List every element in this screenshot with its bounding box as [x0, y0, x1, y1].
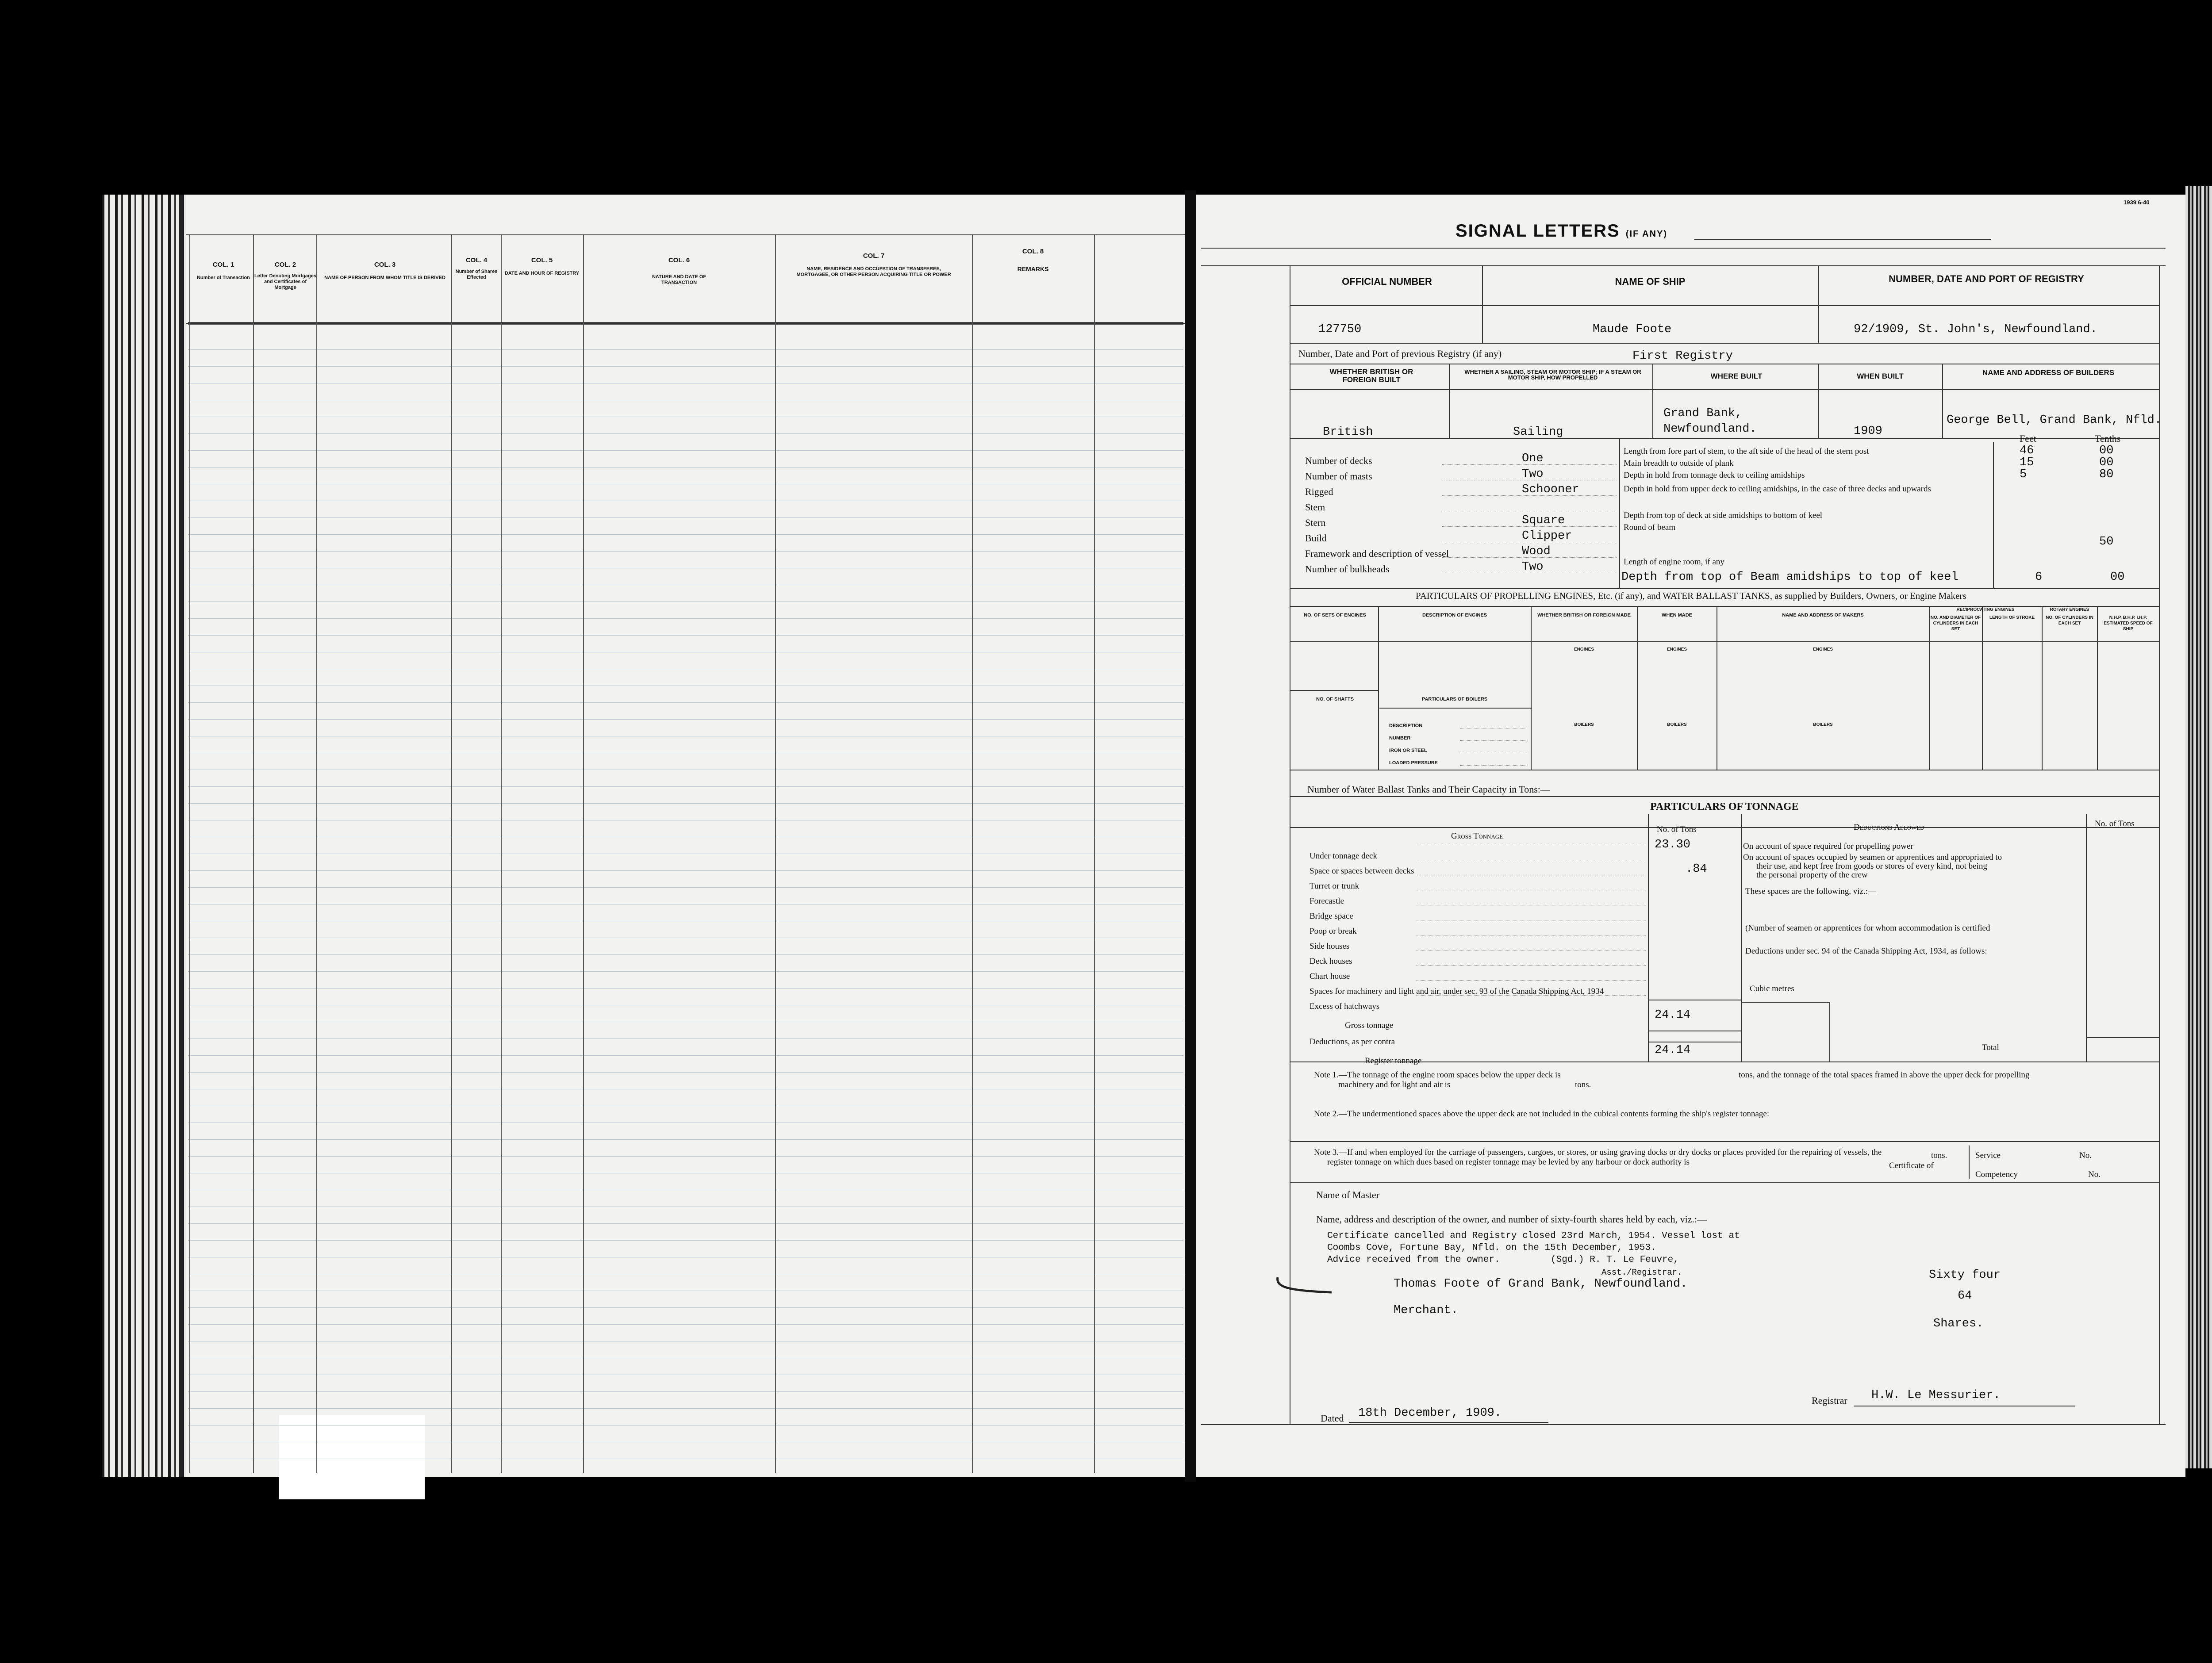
col5-sub: DATE AND HOUR OF REGISTRY [504, 271, 580, 276]
particular-value: One [1522, 452, 1544, 465]
owner-line: Thomas Foote of Grand Bank, Newfoundland. [1394, 1277, 1688, 1291]
ruled-line [188, 1240, 1183, 1241]
engines-divider [1531, 606, 1532, 770]
col1-sub: Number of Transaction [197, 275, 250, 280]
ruled-line [188, 1072, 1183, 1073]
particular-value: Schooner [1522, 483, 1579, 496]
official-number-value: 127750 [1318, 323, 1362, 336]
gross-row-label: Deck houses [1310, 957, 1352, 966]
dimension-label: Depth in hold from tonnage deck to ceiling amidships [1624, 471, 1805, 480]
under-deck-value: 23.30 [1655, 838, 1691, 851]
corner-note: 1939 6-40 [2124, 199, 2150, 206]
column-binding [179, 195, 183, 1477]
note3a: Note 3.—If and when employed for the carriage of passengers, cargoes, or stores, or using graving docks or dry docks or places provided for the repairing of vessels, the [1314, 1148, 1882, 1157]
tonnage-head-rule [1290, 827, 2159, 828]
particular-label: Stern [1305, 517, 1326, 528]
col6-sub: NATURE AND DATE OF TRANSACTION [652, 274, 706, 285]
particulars-divider [1619, 438, 1620, 588]
col4-sub: Number of Shares Effected [455, 269, 498, 280]
gross-leader [1416, 980, 1646, 981]
competency-label: Competency [1975, 1170, 2018, 1179]
engines-header: WHETHER BRITISH OR FOREIGN MADE [1537, 613, 1631, 618]
ruled-line [188, 551, 1183, 552]
ruled-line [188, 618, 1183, 619]
column-divider [1094, 234, 1095, 1473]
registry-header: NUMBER, DATE AND PORT OF REGISTRY [1889, 273, 2084, 284]
deduction-seamen-2: their use, and kept free from goods or stores of every kind, not being [1756, 862, 1987, 871]
shares-words: Sixty four [1929, 1268, 2001, 1282]
engines-header: NO. AND DIAMETER OF CYLINDERS IN EACH SET [1930, 615, 1981, 632]
gross-row-label: Spaces for machinery and light and air, under sec. 93 of the Canada Shipping Act, 1934 [1310, 987, 1604, 996]
note1c: machinery and for light and air is [1338, 1080, 1451, 1089]
owner-occupation: Merchant. [1394, 1304, 1458, 1317]
dimension-label: Depth from top of deck at side amidships to bottom of keel [1624, 511, 1823, 520]
col1-head: COL. 1 [212, 261, 234, 268]
dimension-feet: 15 [2020, 456, 2034, 469]
column-divider [316, 234, 317, 1473]
gross-row-label: Excess of hatchways [1310, 1002, 1380, 1011]
service-label: Service [1975, 1151, 2001, 1160]
left-page [102, 195, 1185, 1477]
built-mid [1290, 389, 2159, 390]
ruled-line [188, 1408, 1183, 1409]
torn-page-edge [102, 195, 186, 1477]
cubic-metres: Cubic metres [1750, 984, 1794, 993]
ruled-line [188, 1223, 1183, 1224]
col4-head: COL. 4 [465, 257, 488, 264]
deduction-spaces: These spaces are the following, viz.:— [1745, 887, 1876, 896]
col3-header [319, 261, 451, 281]
master-label: Name of Master [1316, 1189, 1379, 1200]
gross-tonnage-head: Gross Tonnage [1451, 832, 1503, 841]
ruled-line [188, 702, 1183, 703]
registrar-value: H.W. Le Messurier. [1871, 1389, 2001, 1402]
shares-number: 64 [1958, 1289, 1972, 1303]
col2-header [254, 261, 316, 291]
gross-row-label: Space or spaces between decks [1310, 866, 1414, 876]
col1-header [190, 261, 257, 281]
tenths-label: Tenths [2095, 433, 2121, 444]
shares-label: Shares. [1933, 1317, 1984, 1330]
ruled-line [188, 719, 1183, 720]
ruled-line [188, 803, 1183, 804]
signal-letters-label: SIGNAL LETTERS [1455, 221, 1620, 241]
note3b: register tonnage on which dues based on register tonnage may be levied by any harbour or dock authority is [1327, 1157, 1690, 1167]
where-built-1: Grand Bank, [1663, 407, 1743, 420]
col6-header [584, 257, 774, 286]
col8-sub: REMARKS [1017, 265, 1049, 272]
frame-right [2159, 265, 2160, 1424]
ship-type-value: Sailing [1513, 425, 1563, 439]
previous-registry-value: First Registry [1632, 349, 1733, 363]
col2-sub: Letter Denoting Mortgages and Certificates of Mortgage [254, 273, 316, 290]
margin-bracket-mark [1274, 1274, 1336, 1300]
particular-label: Build [1305, 533, 1327, 544]
gross-row-label: Under tonnage deck [1310, 851, 1377, 861]
dimension-tenths: 50 [2099, 535, 2114, 548]
engines-header: N.H.P. B.H.P. I.H.P. ESTIMATED SPEED OF SHIP [2104, 615, 2153, 632]
note1b: tons, and the tonnage of the total spaces framed in above the upper deck for propelling [1739, 1070, 2030, 1080]
dimension-feet: 46 [2020, 444, 2034, 457]
engines-header: NO. OF SETS OF ENGINES [1304, 613, 1366, 618]
gross-row-label: Forecastle [1310, 897, 1344, 906]
no-of-tons-head-2: No. of Tons [2095, 819, 2135, 828]
boilers-word: BOILERS [1574, 722, 1594, 727]
ruled-line [188, 1391, 1183, 1392]
ruled-line [188, 786, 1183, 787]
note1d: tons. [1575, 1080, 1591, 1089]
deduction-seamen-1: On account of spaces occupied by seamen or apprentices and appropriated to [1743, 853, 2002, 862]
frame-bottom [1201, 1424, 2166, 1425]
particular-value: Wood [1522, 545, 1551, 558]
ruled-line [188, 971, 1183, 972]
engines-title: PARTICULARS OF PROPELLING ENGINES, Etc. (if any), and WATER BALLAST TANKS, as supplied by Builders, Owners, or Engine Makers [1416, 590, 1966, 601]
hatchways-value: .84 [1686, 862, 1707, 876]
dimension-tenths: 80 [2099, 468, 2114, 481]
typed-owner-3: Advice received from the owner. [1327, 1255, 1500, 1265]
ship-name-value: Maude Foote [1593, 323, 1672, 336]
british-built-header: WHETHER BRITISH OR FOREIGN BUILT [1329, 368, 1413, 384]
boilers-label: PARTICULARS OF BOILERS [1421, 697, 1488, 702]
engines-word: ENGINES [1667, 647, 1687, 652]
header-bottom-rule [188, 322, 1183, 323]
engines-divider [1929, 606, 1930, 770]
dimension-label: Main breadth to outside of plank [1624, 459, 1734, 468]
when-built-value: 1909 [1854, 425, 1882, 438]
competency-no: No. [2088, 1170, 2101, 1179]
header-divider [1482, 265, 1483, 343]
boiler-row-label: NUMBER [1389, 736, 1411, 741]
register-tonnage-value: 24.14 [1655, 1044, 1691, 1057]
header-mid [1290, 305, 2159, 306]
gross-row-label: Bridge space [1310, 912, 1353, 921]
deductions-head: Deductions Allowed [1854, 823, 1924, 832]
engines-divider [2042, 606, 2043, 770]
dimension-label: Round of beam [1624, 523, 1676, 532]
frame-top [1201, 248, 2166, 249]
column-divider [253, 234, 254, 1473]
no-of-tons-head: No. of Tons [1657, 825, 1697, 834]
col2-head: COL. 2 [274, 261, 296, 268]
ruled-line [188, 1156, 1183, 1157]
total-box-top [2086, 1037, 2159, 1038]
dimension-label: Length from fore part of stem, to the aft side of the head of the stern post [1624, 447, 1869, 456]
col8-head: COL. 8 [1022, 248, 1044, 255]
signed-line: (Sgd.) R. T. Le Feuvre, [1551, 1255, 1679, 1265]
engines-divider [1982, 606, 1983, 770]
dated-line [1349, 1422, 1548, 1423]
column-divider [189, 234, 190, 1473]
particular-label: Framework and description of vessel [1305, 548, 1449, 559]
header-top-rule [188, 234, 1183, 235]
dimension-feet: 5 [2020, 468, 2027, 481]
col7-head: COL. 7 [863, 252, 885, 260]
notes-rule [1290, 1141, 2159, 1142]
column-divider [501, 234, 502, 1473]
particulars-bottom [1290, 588, 2159, 589]
typed-owner-2: Coombs Cove, Fortune Bay, Nfld. on the 15th December, 1953. [1327, 1243, 1656, 1253]
deduction-seamen-number: (Number of seamen or apprentices for whom accommodation is certified [1745, 923, 1990, 933]
service-no: No. [2079, 1151, 2092, 1160]
col5-head: COL. 5 [531, 257, 553, 264]
official-number-header: OFFICIAL NUMBER [1342, 276, 1432, 287]
column-divider [583, 234, 584, 1473]
note1a: Note 1.—The tonnage of the engine room spaces below the upper deck is [1314, 1070, 1561, 1080]
rotary-label: ROTARY ENGINES [2050, 607, 2089, 612]
registrar-label: Registrar [1812, 1395, 1847, 1406]
ruled-line [188, 1324, 1183, 1325]
built-divider [1449, 364, 1450, 438]
page-gutter [1185, 190, 1196, 1482]
total-label: Total [1982, 1043, 1999, 1052]
particular-label: Number of decks [1305, 455, 1372, 466]
engines-header: WHEN MADE [1661, 613, 1693, 618]
col7-header [776, 252, 971, 278]
certificate-divider [1969, 1146, 1970, 1179]
ruled-line [188, 635, 1183, 636]
note2: Note 2.—The undermentioned spaces above the upper deck are not included in the cubical contents forming the ship's register tonnage: [1314, 1109, 1770, 1119]
shafts-rule [1290, 690, 1378, 691]
ruled-line [188, 349, 1183, 350]
engines-header: NO. OF CYLINDERS IN EACH SET [2046, 615, 2093, 626]
ruled-line [188, 1038, 1183, 1039]
typed-owner-1: Certificate cancelled and Registry closed 23rd March, 1954. Vessel lost at [1327, 1231, 1740, 1241]
gross-tonnage-label: Gross tonnage [1345, 1021, 1394, 1030]
builders-header: NAME AND ADDRESS OF BUILDERS [1982, 368, 2115, 377]
ruled-line [188, 1055, 1183, 1056]
ship-name-header: NAME OF SHIP [1615, 276, 1686, 287]
reciprocating-label: RECIPROCATING ENGINES [1956, 607, 2015, 612]
col4-header [452, 257, 501, 280]
paper-slip [279, 1415, 425, 1499]
column-divider [972, 234, 973, 1473]
registry-value: 92/1909, St. John's, Newfoundland. [1854, 323, 2097, 336]
dimension-label: Depth in hold from upper deck to ceiling amidships, in the case of three decks and upwards [1624, 484, 1931, 494]
where-built-header: WHERE BUILT [1710, 372, 1763, 380]
ruled-line [188, 534, 1183, 535]
engines-header: NAME AND ADDRESS OF MAKERS [1782, 613, 1864, 618]
owner-label: Name, address and description of the owner, and number of sixty-fourth shares held by each, viz.:— [1316, 1214, 1707, 1225]
previous-registry-label: Number, Date and Port of previous Registry (if any) [1298, 348, 1502, 359]
where-built-2: Newfoundland. [1663, 422, 1757, 436]
ruled-line [188, 954, 1183, 955]
right-page [1194, 195, 2185, 1477]
col3-sub: NAME OF PERSON FROM WHOM TITLE IS DERIVED [324, 275, 445, 280]
ballast-label: Number of Water Ballast Tanks and Their Capacity in Tons:— [1307, 784, 1550, 795]
boiler-row-label: IRON OR STEEL [1389, 748, 1427, 753]
depth-feet: 6 [2035, 571, 2043, 584]
ballast-rule [1290, 796, 2159, 797]
gross-leader [1416, 965, 1646, 966]
gross-row-label: Side houses [1310, 942, 1350, 951]
engines-divider [1378, 606, 1379, 770]
col8-header [973, 248, 1093, 272]
tonnage-divider [2086, 814, 2087, 1061]
engines-head-bottom [1290, 641, 2159, 642]
tonnage-title: PARTICULARS OF TONNAGE [1650, 801, 1799, 812]
particular-value: Two [1522, 467, 1544, 481]
dimension-tenths: 00 [2099, 444, 2114, 457]
particular-label: Rigged [1305, 486, 1333, 497]
engines-header: LENGTH OF STROKE [1989, 615, 2035, 620]
header-top [1201, 265, 2166, 266]
col5-header [502, 257, 582, 276]
boilers-rule [1379, 708, 1532, 709]
ruled-line [188, 988, 1183, 989]
particular-value: Square [1522, 514, 1565, 527]
signed-title: Asst./Registrar. [1601, 1268, 1682, 1277]
gross-tonnage-value: 24.14 [1655, 1008, 1691, 1022]
particular-value: Two [1522, 560, 1544, 574]
ruled-line [188, 433, 1183, 434]
column-divider [775, 234, 776, 1473]
certificate-label: Certificate of [1889, 1161, 1934, 1170]
gross-row-label: Chart house [1310, 972, 1350, 981]
engines-divider [2097, 606, 2098, 770]
dimension-box-left [1993, 442, 1994, 588]
boilers-word: BOILERS [1667, 722, 1687, 727]
boiler-row-label: DESCRIPTION [1389, 723, 1423, 728]
gross-row-label: Turret or trunk [1310, 881, 1359, 891]
note3c: tons. [1931, 1151, 1947, 1160]
ruled-line [188, 887, 1183, 888]
british-value: British [1323, 425, 1373, 439]
signal-letters-suffix: (IF ANY) [1625, 229, 1667, 239]
ruled-line [188, 1307, 1183, 1308]
builders-value: George Bell, Grand Bank, Nfld. [1947, 414, 2162, 427]
header-double-rule [188, 324, 1183, 325]
ship-type-header: WHETHER A SAILING, STEAM OR MOTOR SHIP; IF A STEAM OR MOTOR SHIP, HOW PROPELLED [1464, 368, 1641, 381]
column-divider [451, 234, 452, 1473]
particular-value: Clipper [1522, 529, 1572, 543]
ruled-line [188, 450, 1183, 451]
dimension-label: Length of engine room, if any [1624, 557, 1724, 567]
ruled-line [188, 1139, 1183, 1140]
dimension-tenths: 00 [2099, 456, 2114, 469]
cubic-box-side [1829, 1002, 1830, 1061]
feet-label: Feet [2020, 433, 2036, 444]
boilers-word: BOILERS [1813, 722, 1833, 727]
signal-letters-line [1694, 239, 1991, 240]
ruled-line [188, 517, 1183, 518]
dated-value: 18th December, 1909. [1358, 1406, 1502, 1420]
deduction-sec-94: Deductions under sec. 94 of the Canada Shipping Act, 1934, as follows: [1745, 946, 1987, 956]
deduction-propelling: On account of space required for propelling power [1743, 842, 1913, 851]
tonnage-divider [1648, 814, 1649, 1061]
right-page-edge-stack [2185, 186, 2212, 1468]
gross-row-label: Poop or break [1310, 927, 1357, 936]
col6-head: COL. 6 [668, 257, 690, 264]
col3-head: COL. 3 [374, 261, 396, 268]
signal-letters-title [1455, 221, 1667, 241]
tonnage-divider [1741, 814, 1742, 1061]
ruled-line [188, 366, 1183, 367]
engines-divider [1637, 606, 1638, 770]
boiler-row-leader [1460, 765, 1526, 766]
register-tonnage-label: Register tonnage [1365, 1056, 1422, 1065]
when-built-header: WHEN BUILT [1857, 372, 1904, 380]
particular-label: Stem [1305, 502, 1325, 513]
depth-tenths: 00 [2110, 571, 2125, 584]
shafts-label: NO. OF SHAFTS [1316, 697, 1354, 702]
ruled-line [188, 870, 1183, 871]
boiler-row-label: LOADED PRESSURE [1389, 760, 1438, 766]
engines-word: ENGINES [1813, 647, 1833, 652]
deductions-label: Deductions, as per contra [1310, 1037, 1395, 1046]
depth-note: Depth from top of Beam amidships to top of keel [1621, 571, 1959, 584]
particular-label: Number of masts [1305, 471, 1372, 482]
engines-word: ENGINES [1574, 647, 1594, 652]
engines-header: DESCRIPTION OF ENGINES [1422, 613, 1487, 618]
header-bottom [1290, 343, 2159, 344]
particular-label: Number of bulkheads [1305, 563, 1390, 575]
cubic-box-top [1741, 1002, 1829, 1003]
dated-label: Dated [1321, 1413, 1344, 1424]
boiler-row-leader [1460, 740, 1526, 741]
deduction-seamen-3: the personal property of the crew [1756, 870, 1868, 880]
col7-sub: NAME, RESIDENCE AND OCCUPATION OF TRANSFEREE, MORTGAGEE, OR OTHER PERSON ACQUIRING TITLE OR POWER [796, 266, 951, 277]
master-rule [1290, 1182, 2159, 1183]
